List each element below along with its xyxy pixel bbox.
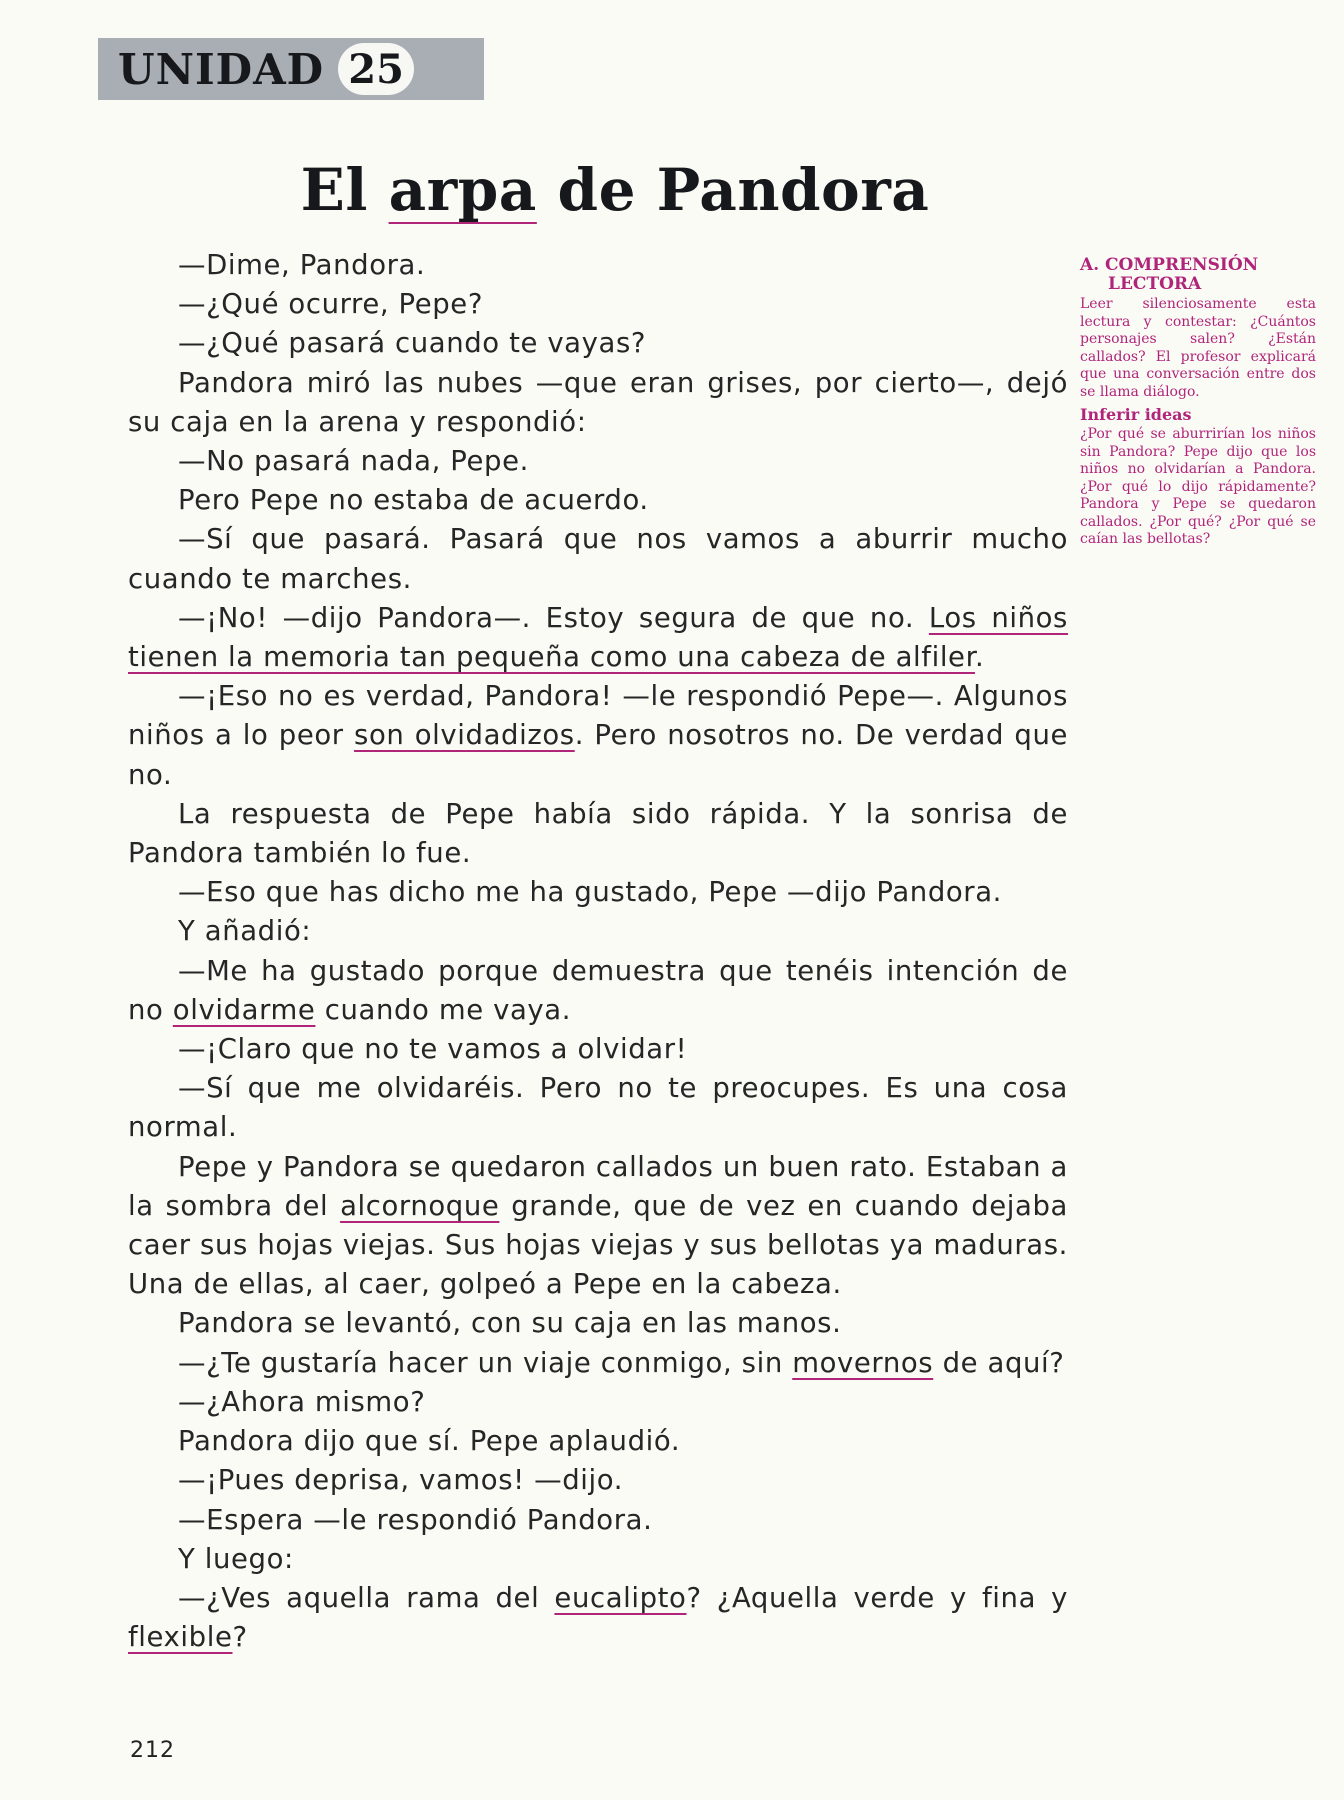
- unit-label: UNIDAD: [118, 44, 325, 94]
- text-run: cuando me vaya.: [315, 993, 572, 1026]
- paragraph: —No pasará nada, Pepe.: [178, 445, 529, 478]
- paragraph: Pero Pepe no estaba de acuerdo.: [178, 484, 649, 517]
- sidebar-heading: [1080, 256, 1316, 294]
- vocab-underline: olvidarme: [172, 993, 316, 1026]
- comprehension-sidebar: [1080, 256, 1316, 553]
- paragraph: [128, 952, 1068, 1030]
- paragraph: [128, 1344, 1068, 1383]
- vocab-underline: flexible: [128, 1621, 233, 1654]
- text-run: de aquí?: [933, 1346, 1065, 1379]
- paragraph: Y luego:: [178, 1542, 294, 1575]
- sidebar-questions: ¿Por qué se aburrirían los niños sin Pandora? Pepe dijo que los niños no olvidarían a Pandora. ¿Por qué lo dijo rápidamente? Pandora y Pepe se quedaron callados. ¿Por qué? ¿Por qué se caían las bellotas?: [1080, 426, 1316, 547]
- paragraph: —¡Pues deprisa, vamos! —dijo.: [178, 1464, 624, 1497]
- text-run: —¿Te gustaría hacer un viaje conmigo, sin: [178, 1346, 793, 1379]
- paragraph: [128, 599, 1068, 677]
- vocab-underline: movernos: [792, 1346, 934, 1379]
- sidebar-instructions: Leer silenciosamente esta lectura y contestar: ¿Cuántos personajes salen? ¿Están callados? El profesor explicará que una conversación entre dos se llama diálogo.: [1080, 296, 1316, 400]
- text-run: —¿Ves aquella rama del: [178, 1581, 555, 1614]
- paragraph: —¿Qué pasará cuando te vayas?: [178, 327, 647, 360]
- paragraph: [128, 1148, 1068, 1305]
- vocab-underline: alcornoque: [340, 1189, 500, 1222]
- text-run: . Pero nosotros no. De verdad que no.: [128, 719, 1068, 791]
- vocab-underline: son olvidadizos: [354, 719, 575, 752]
- text-run: .: [974, 641, 985, 674]
- sidebar-heading-line: LECTORA: [1108, 274, 1202, 294]
- paragraph: Pandora miró las nubes —que eran grises, por cierto—, dejó su caja en la arena y respondió:: [128, 366, 1068, 438]
- unit-banner: [98, 38, 484, 100]
- paragraph: —Sí que pasará. Pasará que nos vamos a aburrir mucho cuando te marches.: [128, 523, 1068, 595]
- paragraph: Y añadió:: [178, 915, 312, 948]
- paragraph: —Eso que has dicho me ha gustado, Pepe —dijo Pandora.: [178, 876, 1003, 909]
- sidebar-heading-line: A. COMPRENSIÓN: [1080, 255, 1259, 275]
- title-prefix: El: [300, 156, 389, 224]
- paragraph: Pandora dijo que sí. Pepe aplaudió.: [178, 1425, 681, 1458]
- page-number: 212: [130, 1738, 175, 1763]
- paragraph: [128, 677, 1068, 795]
- vocab-underline: eucalipto: [554, 1581, 687, 1614]
- paragraph: Pandora se levantó, con su caja en las manos.: [178, 1307, 842, 1340]
- paragraph: —Espera —le respondió Pandora.: [178, 1503, 653, 1536]
- unit-number-badge: 25: [338, 43, 414, 95]
- vocab-underline: Los niños tienen la memoria tan pequeña como una cabeza de alfiler: [128, 601, 1068, 674]
- sidebar-subheading: Inferir ideas: [1080, 405, 1192, 424]
- paragraph: —¡Claro que no te vamos a olvidar!: [178, 1033, 688, 1066]
- title-vocab-word: arpa: [388, 156, 537, 224]
- story-text: [128, 246, 1068, 1657]
- text-run: —¡No! —dijo Pandora—. Estoy segura de que no.: [178, 601, 929, 634]
- text-run: grande, que de vez en cuando dejaba caer sus hojas viejas. Sus hojas viejas y sus bellotas ya maduras. Una de ellas, al caer, golpeó a Pepe en la cabeza.: [128, 1189, 1068, 1301]
- text-run: —¡Eso no es verdad, Pandora! —le respondió Pepe—. Algunos niños a lo peor: [128, 680, 1068, 752]
- page-title: [0, 156, 1230, 224]
- text-run: ? ¿Aquella verde y fina y: [686, 1581, 1068, 1614]
- paragraph: [128, 1579, 1068, 1657]
- text-run: —Me ha gustado porque demuestra que tenéis intención de no: [128, 954, 1068, 1026]
- paragraph: La respuesta de Pepe había sido rápida. Y la sonrisa de Pandora también lo fue.: [128, 797, 1068, 870]
- title-suffix: de Pandora: [536, 156, 930, 224]
- text-run: Pepe y Pandora se quedaron callados un buen rato. Estaban a la sombra del: [128, 1150, 1068, 1222]
- paragraph: —Sí que me olvidaréis. Pero no te preocupes. Es una cosa normal.: [128, 1072, 1068, 1144]
- paragraph: —¿Ahora mismo?: [178, 1385, 426, 1418]
- text-run: ?: [232, 1621, 248, 1654]
- paragraph: —Dime, Pandora.: [178, 249, 426, 281]
- paragraph: —¿Qué ocurre, Pepe?: [178, 288, 484, 321]
